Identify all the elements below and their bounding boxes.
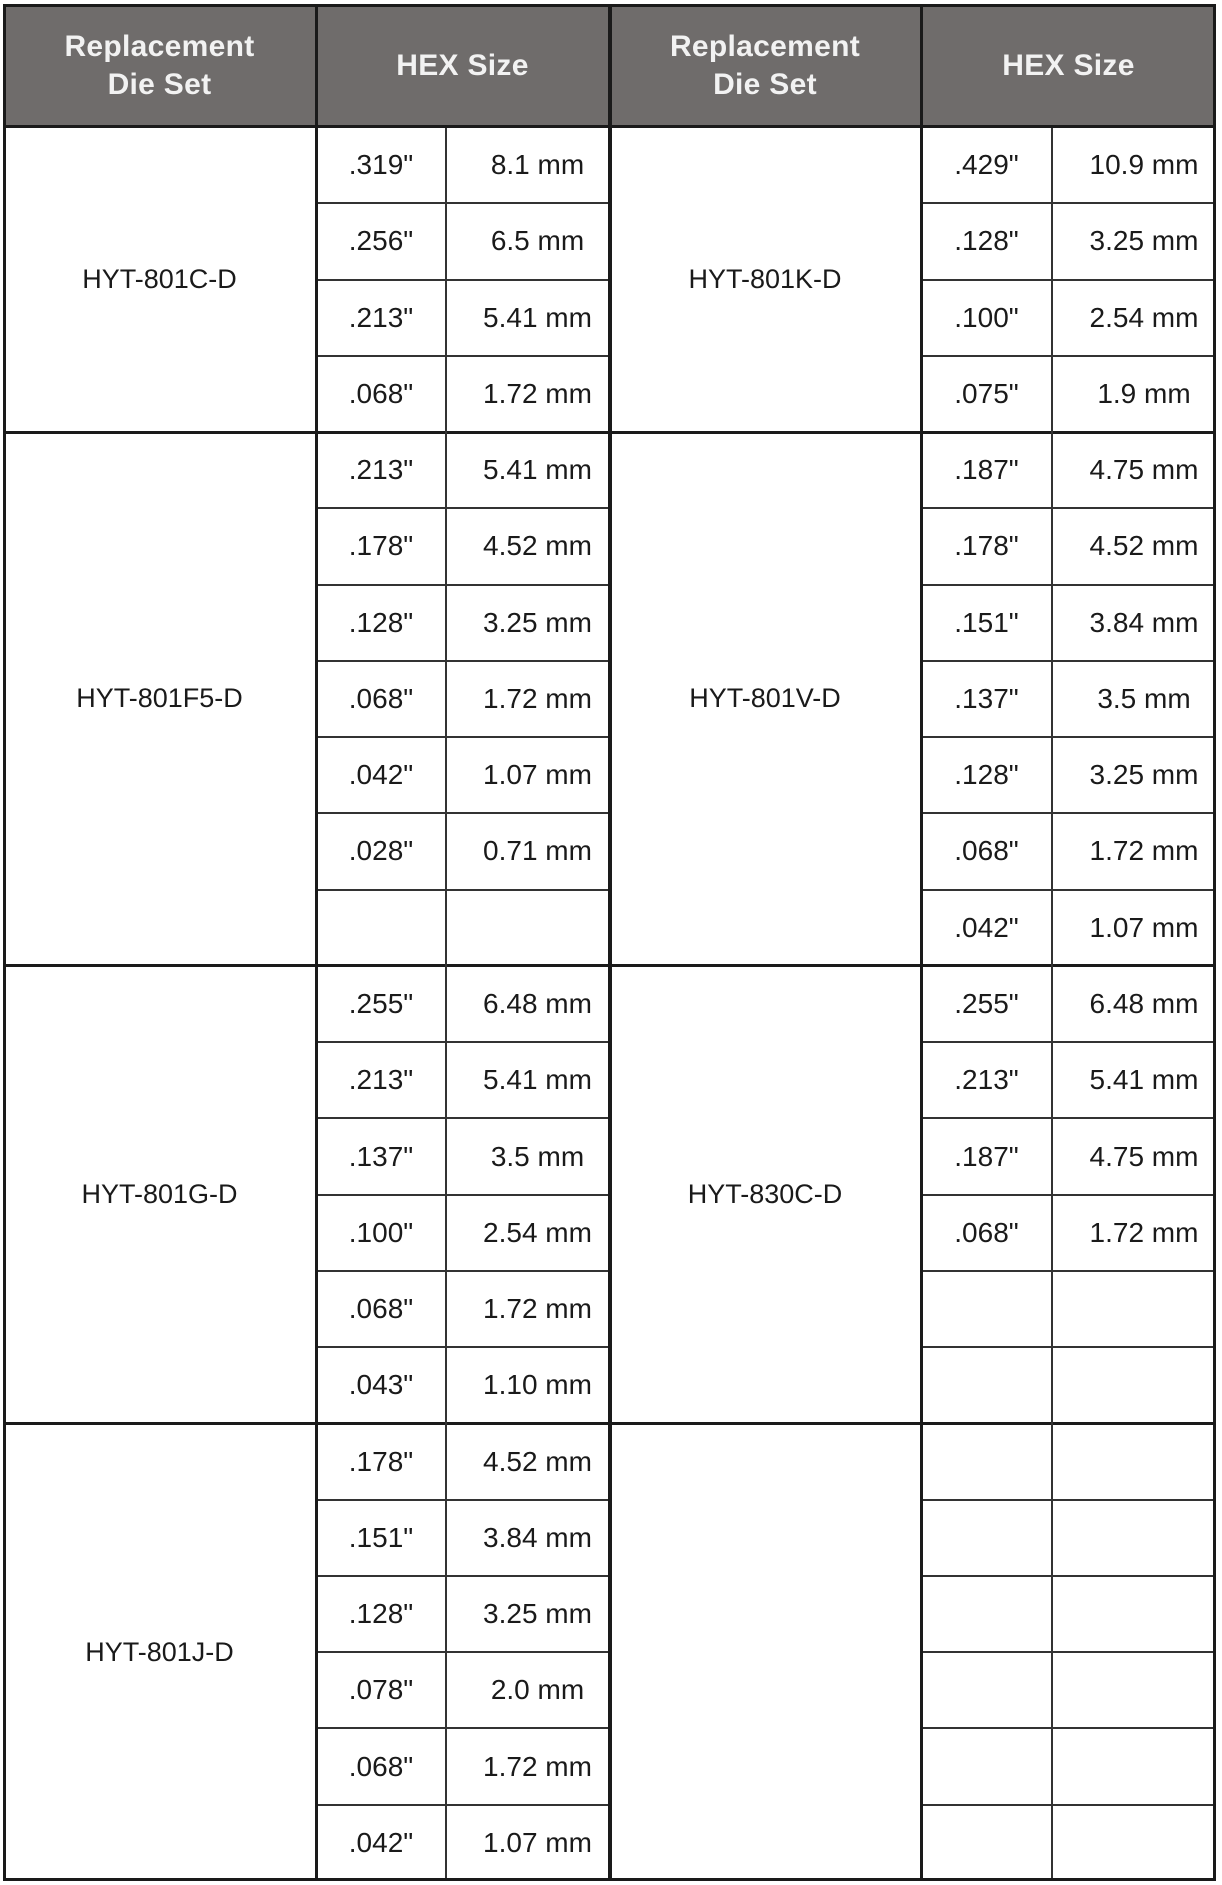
left-hex-inch-cell: .213": [348, 301, 414, 333]
left-hex-mm-cell: 8.1 mm: [490, 149, 585, 181]
right-hex-inch-cell: .068": [954, 835, 1019, 867]
right-hex-mm-cell: [1052, 1805, 1216, 1881]
outer-border: [1213, 4, 1216, 1881]
right-hex-mm-cell: [1052, 1271, 1216, 1347]
left-hex-inch-cell: .068": [348, 682, 414, 714]
left-hex-mm-cell: 3.5 mm: [490, 1140, 585, 1172]
row-divider: [921, 1346, 1216, 1348]
right-hex-inch-cell: [921, 1728, 1052, 1804]
row-divider: [316, 1194, 609, 1196]
right-hex-mm-cell: 4.75 mm: [1089, 454, 1199, 486]
row-divider: [921, 507, 1216, 509]
left-hex-mm-cell: 1.07 mm: [483, 1826, 592, 1858]
left-header-die-set: Replacement Die Set: [3, 4, 316, 127]
left-hex-mm-cell: 1.72 mm: [483, 1750, 592, 1782]
right-hex-inch-cell: [921, 1576, 1052, 1652]
right-hex-inch-cell: .213": [954, 1064, 1019, 1096]
row-divider: [316, 1727, 609, 1729]
right-hex-inch-cell: .151": [954, 606, 1019, 638]
left-hex-inch-cell: .128": [348, 606, 414, 638]
left-hex-inch-cell: .042": [348, 759, 414, 791]
left-hex-mm-cell: 5.41 mm: [483, 454, 592, 486]
right-hex-mm-cell: [1052, 1728, 1216, 1804]
row-divider: [316, 355, 609, 357]
row-divider: [921, 1117, 1216, 1119]
right-hex-inch-cell: [921, 1423, 1052, 1499]
header-bottom-border: [3, 125, 1216, 128]
die-set-table: [3, 4, 1216, 1881]
left-hex-inch-cell: .255": [348, 987, 414, 1019]
left-hex-mm-cell: 3.25 mm: [483, 606, 592, 638]
right-hex-inch-cell: .255": [954, 987, 1019, 1019]
right-hex-mm-cell: 1.07 mm: [1089, 911, 1199, 943]
right-hex-inch-cell: .187": [954, 1140, 1019, 1172]
right-header-die-set: Replacement Die Set: [609, 4, 921, 127]
right-die-set-name: [609, 1423, 921, 1881]
row-divider: [316, 1270, 609, 1272]
right-hex-inch-cell: .042": [954, 911, 1019, 943]
row-divider: [316, 1651, 609, 1653]
right-hex-inch-cell: [921, 1500, 1052, 1576]
right-hex-mm-cell: 4.75 mm: [1089, 1140, 1199, 1172]
left-die-set-name: HYT-801F5-D: [76, 683, 243, 714]
row-divider: [921, 1041, 1216, 1043]
right-hex-mm-cell: 3.25 mm: [1089, 225, 1199, 257]
right-hex-mm-cell: 1.72 mm: [1089, 835, 1199, 867]
row-divider: [921, 355, 1216, 357]
right-hex-mm-cell: [1052, 1347, 1216, 1423]
left-hex-mm-cell: 1.72 mm: [483, 682, 592, 714]
column-divider: [920, 127, 923, 1881]
row-divider: [921, 1804, 1216, 1806]
left-hex-mm-cell: 6.48 mm: [483, 987, 592, 1019]
left-header-hex-size: HEX Size: [316, 4, 609, 127]
row-divider: [921, 279, 1216, 281]
left-hex-mm-cell: 5.41 mm: [483, 1064, 592, 1096]
right-hex-inch-cell: .100": [954, 301, 1019, 333]
left-hex-inch-cell: .100": [348, 1216, 414, 1248]
left-die-set-name: HYT-801J-D: [85, 1636, 234, 1667]
right-hex-inch-cell: .068": [954, 1216, 1019, 1248]
left-die-set-name: HYT-801C-D: [82, 264, 237, 295]
right-hex-mm-cell: 2.54 mm: [1089, 301, 1199, 333]
right-hex-mm-cell: [1052, 1576, 1216, 1652]
right-hex-inch-cell: .128": [954, 759, 1019, 791]
right-die-set-name: HYT-801V-D: [689, 683, 841, 714]
group-divider: [609, 964, 1216, 967]
group-divider: [3, 431, 609, 434]
row-divider: [921, 660, 1216, 662]
right-hex-inch-cell: .128": [954, 225, 1019, 257]
row-divider: [921, 889, 1216, 891]
right-hex-mm-cell: 3.5 mm: [1097, 682, 1191, 714]
left-hex-inch-cell: .043": [348, 1369, 414, 1401]
row-divider: [921, 1499, 1216, 1501]
row-divider: [921, 1727, 1216, 1729]
left-hex-inch-cell: .137": [348, 1140, 414, 1172]
right-hex-mm-cell: 3.25 mm: [1089, 759, 1199, 791]
group-divider: [3, 964, 609, 967]
right-hex-inch-cell: [921, 1805, 1052, 1881]
right-hex-mm-cell: [1052, 1500, 1216, 1576]
row-divider: [316, 889, 609, 891]
right-hex-inch-cell: [921, 1347, 1052, 1423]
row-divider: [921, 1575, 1216, 1577]
left-hex-mm-cell: 4.52 mm: [483, 530, 592, 562]
row-divider: [316, 1575, 609, 1577]
row-divider: [316, 660, 609, 662]
left-hex-inch-cell: .178": [348, 530, 414, 562]
row-divider: [921, 812, 1216, 814]
left-hex-inch-cell: .042": [348, 1826, 414, 1858]
left-hex-inch-cell: [316, 890, 446, 966]
header-divider: [315, 4, 318, 127]
left-hex-mm-cell: 2.0 mm: [490, 1674, 585, 1706]
left-hex-inch-cell: .068": [348, 377, 414, 409]
row-divider: [921, 736, 1216, 738]
row-divider: [921, 584, 1216, 586]
right-hex-inch-cell: .187": [954, 454, 1019, 486]
left-hex-inch-cell: .213": [348, 454, 414, 486]
right-hex-inch-cell: [921, 1271, 1052, 1347]
right-hex-mm-cell: 1.9 mm: [1097, 377, 1191, 409]
column-divider: [315, 127, 318, 1881]
left-hex-inch-cell: .068": [348, 1293, 414, 1325]
left-hex-mm-cell: [446, 890, 609, 966]
left-die-set-name: HYT-801G-D: [81, 1179, 238, 1210]
right-hex-inch-cell: .178": [954, 530, 1019, 562]
group-divider: [609, 1422, 1216, 1425]
row-divider: [316, 507, 609, 509]
left-hex-mm-cell: 3.25 mm: [483, 1598, 592, 1630]
right-hex-mm-cell: [1052, 1423, 1216, 1499]
right-hex-inch-cell: .137": [954, 682, 1019, 714]
row-divider: [316, 1804, 609, 1806]
row-divider: [921, 202, 1216, 204]
left-hex-mm-cell: 4.52 mm: [483, 1445, 592, 1477]
left-hex-inch-cell: .128": [348, 1598, 414, 1630]
right-hex-inch-cell: .075": [954, 377, 1019, 409]
left-hex-inch-cell: .078": [348, 1674, 414, 1706]
right-hex-mm-cell: 1.72 mm: [1089, 1216, 1199, 1248]
right-hex-mm-cell: 10.9 mm: [1089, 149, 1199, 181]
right-hex-mm-cell: [1052, 1652, 1216, 1728]
left-hex-inch-cell: .256": [348, 225, 414, 257]
row-divider: [316, 1499, 609, 1501]
left-hex-inch-cell: .068": [348, 1750, 414, 1782]
row-divider: [316, 736, 609, 738]
left-hex-mm-cell: 1.72 mm: [483, 1293, 592, 1325]
row-divider: [921, 1194, 1216, 1196]
right-hex-mm-cell: 4.52 mm: [1089, 530, 1199, 562]
left-hex-mm-cell: 0.71 mm: [483, 835, 592, 867]
row-divider: [921, 1651, 1216, 1653]
right-hex-mm-cell: 6.48 mm: [1089, 987, 1199, 1019]
column-divider: [1051, 127, 1053, 1881]
right-hex-mm-cell: 3.84 mm: [1089, 606, 1199, 638]
right-die-set-name: HYT-801K-D: [688, 264, 842, 295]
left-hex-inch-cell: .178": [348, 1445, 414, 1477]
row-divider: [316, 812, 609, 814]
outer-border: [3, 4, 6, 1881]
left-hex-mm-cell: 3.84 mm: [483, 1521, 592, 1553]
row-divider: [316, 584, 609, 586]
center-divider: [608, 4, 612, 1881]
header-divider: [920, 4, 923, 127]
left-hex-inch-cell: .213": [348, 1064, 414, 1096]
left-hex-inch-cell: .151": [348, 1521, 414, 1553]
right-header-hex-size: HEX Size: [921, 4, 1216, 127]
left-hex-mm-cell: 2.54 mm: [483, 1216, 592, 1248]
row-divider: [316, 202, 609, 204]
left-hex-mm-cell: 5.41 mm: [483, 301, 592, 333]
right-die-set-name: HYT-830C-D: [687, 1179, 843, 1210]
left-hex-mm-cell: 1.10 mm: [483, 1369, 592, 1401]
group-divider: [609, 431, 1216, 434]
column-divider: [445, 127, 447, 1881]
right-hex-inch-cell: [921, 1652, 1052, 1728]
left-hex-inch-cell: .319": [348, 149, 414, 181]
left-hex-mm-cell: 6.5 mm: [490, 225, 585, 257]
left-hex-mm-cell: 1.72 mm: [483, 377, 592, 409]
row-divider: [316, 1041, 609, 1043]
row-divider: [316, 1346, 609, 1348]
left-hex-inch-cell: .028": [348, 835, 414, 867]
left-hex-mm-cell: 1.07 mm: [483, 759, 592, 791]
row-divider: [316, 279, 609, 281]
right-hex-mm-cell: 5.41 mm: [1089, 1064, 1199, 1096]
row-divider: [921, 1270, 1216, 1272]
right-hex-inch-cell: .429": [954, 149, 1019, 181]
row-divider: [316, 1117, 609, 1119]
group-divider: [3, 1422, 609, 1425]
